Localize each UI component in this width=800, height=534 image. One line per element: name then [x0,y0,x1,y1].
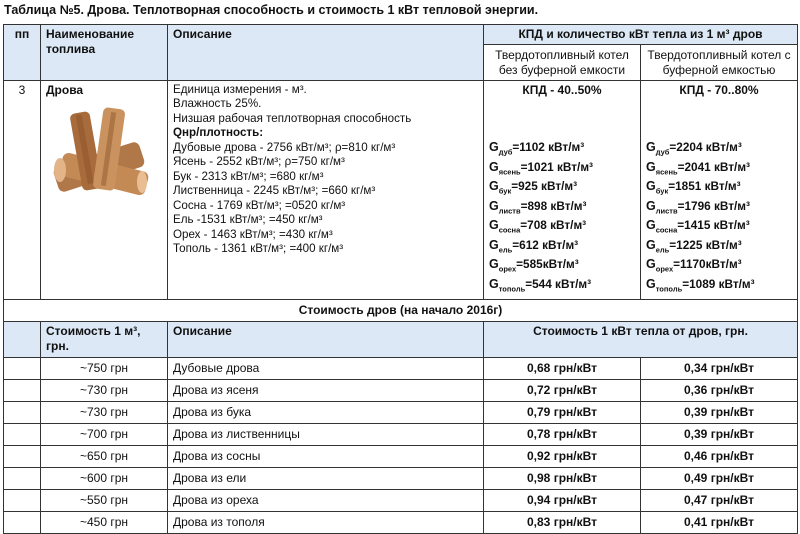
g-value: $G_{ель}=1225$ кВт/м³ [646,237,742,255]
fuel-table [3,24,798,534]
table-row [4,489,798,511]
header-fuel-name: Наименование топлива [41,25,168,81]
cost-kw-no-buffer: 0,78 грн/кВт [484,423,641,445]
g-value: $G_{дуб}=2204$ кВт/м³ [646,140,742,157]
desc-line: Ясень - 2552 кВт/м³; ρ=750 кг/м³ [173,155,345,169]
cost-desc: Дрова из тополя [168,511,484,533]
kpd-no-buffer-cell [484,81,641,300]
cost-kw-no-buffer: 0,68 грн/кВт [484,357,641,379]
desc-line: Сосна - 1769 кВт/м³; =0520 кг/м³ [173,198,346,212]
cost-header-kw: Стоимость 1 кВт тепла от дров, грн. [484,321,798,357]
cost-price: ~650 грн [41,445,168,467]
g-value: $G_{листв}=898$ кВт/м³ [489,198,587,216]
desc-line: Орех - 1463 кВт/м³; =430 кг/м³ [173,227,333,241]
fuel-name: Дрова [46,83,84,97]
g-value: $G_{орех}=585кВт/м^3$ [489,257,579,274]
page-title: Таблица №5. Дрова. Теплотворная способность и стоимость 1 кВт тепловой энергии. [4,3,539,17]
table-row [4,357,798,379]
cost-price: ~700 грн [41,423,168,445]
cost-kw-buffer: 0,36 грн/кВт [641,379,798,401]
cost-kw-no-buffer: 0,94 грн/кВт [484,489,641,511]
header-kpd: КПД и количество кВт тепла из 1 м³ дров [484,25,798,45]
table-header-row [4,25,798,45]
g-value: $G_{ясень}=2041$ кВт/м³ [646,159,750,176]
cost-kw-buffer: 0,46 грн/кВт [641,445,798,467]
cost-price: ~600 грн [41,467,168,489]
cost-kw-buffer: 0,34 грн/кВт [641,357,798,379]
table-row [4,511,798,533]
cost-kw-no-buffer: 0,98 грн/кВт [484,467,641,489]
header-pp: пп [4,25,41,81]
cost-header-empty [4,321,41,357]
desc-line: Тополь - 1361 кВт/м³; =400 кг/м³ [173,242,344,256]
cost-price: ~550 грн [41,489,168,511]
desc-line: Лиственница - 2245 кВт/м³; =660 кг/м³ [173,184,376,198]
g-value: $G_{бук}=1851$ кВт/м³ [646,179,741,196]
table-row [4,379,798,401]
fuel-name-cell [41,81,168,300]
kpd-buffer-cell [641,81,798,300]
g-value: $G_{ель}=612$ кВт/м³ [489,237,579,255]
cost-desc: Дрова из ясеня [168,379,484,401]
cost-kw-buffer: 0,47 грн/кВт [641,489,798,511]
desc-line: Единица измерения - м³. [173,83,307,96]
cost-desc: Дрова из ореха [168,489,484,511]
cost-price: ~730 грн [41,379,168,401]
desc-line: Бук - 2313 кВт/м³; =680 кг/м³ [173,169,324,183]
cost-desc: Дрова из сосны [168,445,484,467]
g-value: $G_{орех}=1170кВт/м^3$ [646,257,742,274]
header-boiler-buffer: Твердотопливный котел с буферной емкостью [641,45,798,81]
cost-kw-buffer: 0,49 грн/кВт [641,467,798,489]
cost-desc: Дрова из бука [168,401,484,423]
cost-desc: Дрова из ели [168,467,484,489]
firewood-logs-image [46,104,156,199]
header-description: Описание [168,25,484,81]
fuel-number: 3 [4,81,41,300]
cost-kw-no-buffer: 0,83 грн/кВт [484,511,641,533]
cost-kw-no-buffer: 0,79 грн/кВт [484,401,641,423]
table-row [4,445,798,467]
table-row [4,467,798,489]
cost-desc: Дрова из лиственницы [168,423,484,445]
fuel-description [168,81,484,300]
table-row [4,401,798,423]
cost-price: ~730 грн [41,401,168,423]
cost-kw-buffer: 0,39 грн/кВт [641,423,798,445]
cost-kw-buffer: 0,41 грн/кВт [641,511,798,533]
kpd-buffer: КПД - 70..80% [679,83,759,97]
cost-price: ~450 грн [41,511,168,533]
g-value: $G_{дуб}=1102$ кВт/м³ [489,140,585,157]
cost-desc: Дубовые дрова [168,357,484,379]
g-value: $G_{сосна}=708$ кВт/м³ [489,218,587,235]
g-value: $G_{бук}=925$ кВт/м³ [489,179,578,196]
g-value: $G_{сосна}=1415$ кВт/м³ [646,218,750,235]
cost-header-description: Описание [168,321,484,357]
g-value: $G_{тополь}=544$ кВт/м³ [489,276,592,294]
cost-section-title: Стоимость дров (на начало 2016г) [4,299,798,321]
desc-line: Qнр/плотность: [173,126,264,140]
fuel-row [4,81,798,300]
g-value: $G_{листв}=1796$ кВт/м³ [646,198,750,216]
g-value: $G_{ясень}=1021$ кВт/м³ [489,159,593,176]
cost-section-row [4,299,798,321]
header-boiler-no-buffer: Твердотопливный котел без буферной емкости [484,45,641,81]
cost-kw-buffer: 0,39 грн/кВт [641,401,798,423]
desc-line: Низшая рабочая теплотворная способность [173,111,412,125]
cost-price: ~750 грн [41,357,168,379]
cost-kw-no-buffer: 0,92 грн/кВт [484,445,641,467]
desc-line: Дубовые дрова - 2756 кВт/м³; ρ=810 кг/м³ [173,140,396,154]
cost-header-row [4,321,798,357]
cost-kw-no-buffer: 0,72 грн/кВт [484,379,641,401]
desc-line: Ель -1531 кВт/м³; =450 кг/м³ [173,213,323,227]
cost-header-price: Стоимость 1 м³, грн. [41,321,168,357]
desc-line: Влажность 25%. [173,97,262,111]
table-row [4,423,798,445]
g-value: $G_{тополь}=1089$ кВт/м³ [646,276,755,294]
kpd-no-buffer: КПД - 40..50% [522,83,602,97]
